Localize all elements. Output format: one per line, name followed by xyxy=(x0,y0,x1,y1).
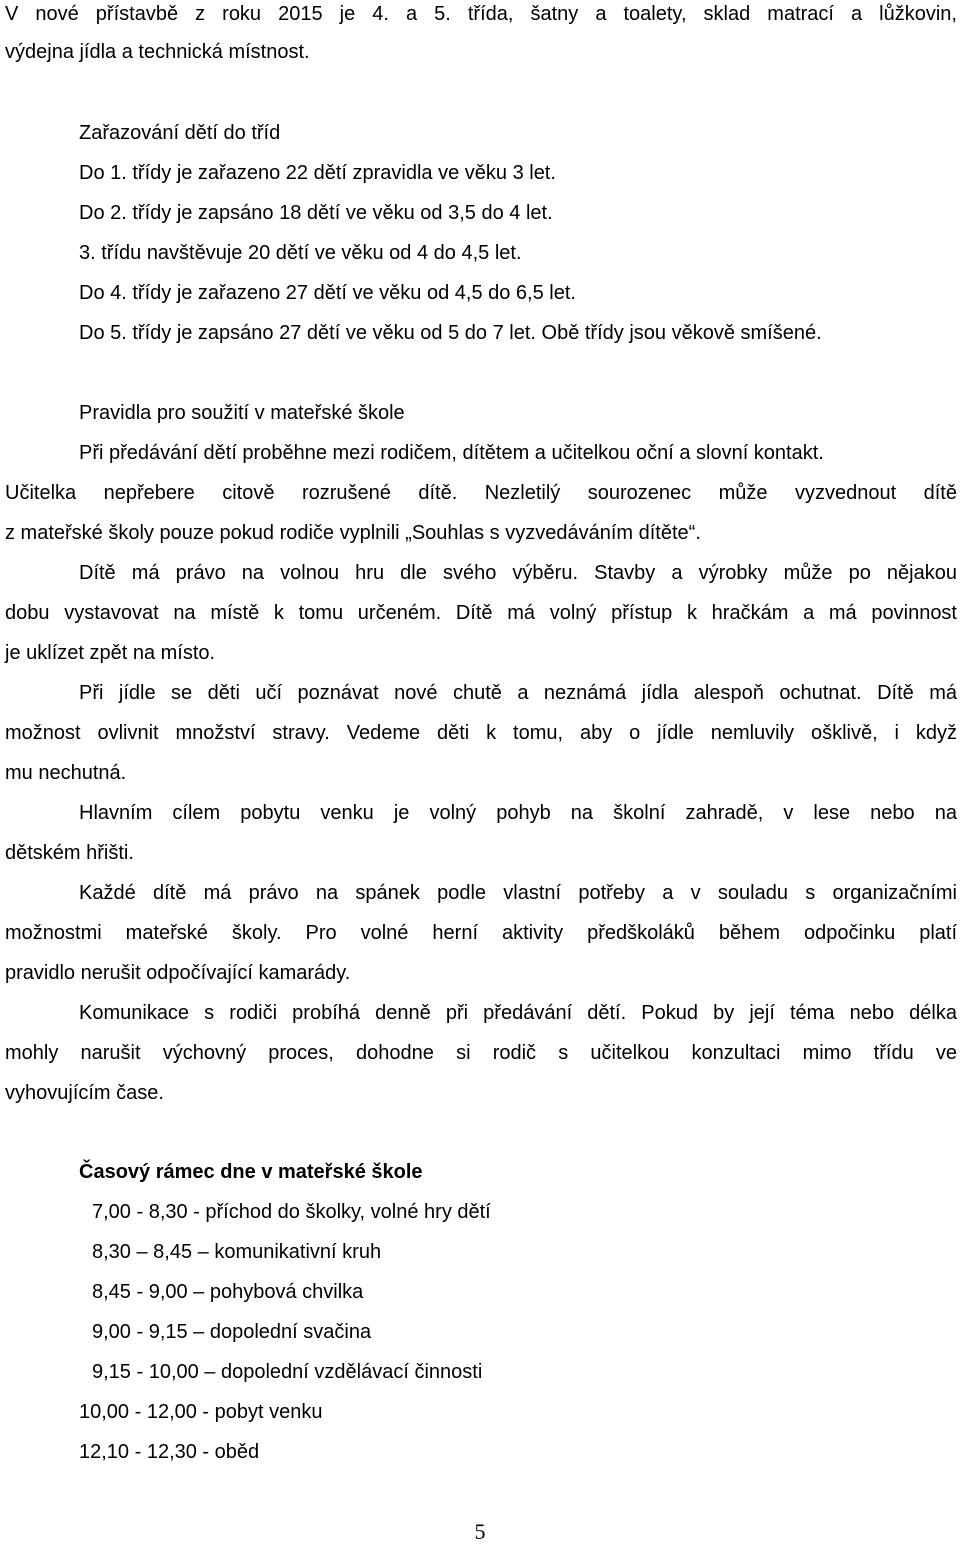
rules-line: Hlavním cílem pobytu venku je volný pohyb na školní zahradě, v lese nebo na xyxy=(79,802,957,824)
class-line: Do 1. třídy je zařazeno 22 dětí zpravidla ve věku 3 let. xyxy=(79,162,556,184)
section-heading: Zařazování dětí do tříd xyxy=(79,122,281,144)
class-line: Do 2. třídy je zapsáno 18 dětí ve věku od 3,5 do 4 let. xyxy=(79,202,553,224)
class-line: Do 5. třídy je zapsáno 27 dětí ve věku od 5 do 7 let. Obě třídy jsou věkově smíšené. xyxy=(79,322,822,344)
rules-line: mohly narušit výchovný proces, dohodne si rodič s učitelkou konzultaci mimo třídu ve xyxy=(5,1042,957,1064)
schedule-item: 9,00 - 9,15 – dopolední svačina xyxy=(92,1321,372,1343)
rules-line: možnost ovlivnit množství stravy. Vedeme děti k tomu, aby o jídle nemluvily ošklivě, i když xyxy=(5,722,957,744)
rules-line: mu nechutná. xyxy=(5,762,127,784)
schedule-item: 7,00 - 8,30 - příchod do školky, volné hry dětí xyxy=(92,1201,491,1223)
page-number: 5 xyxy=(474,1519,486,1544)
rules-line: je uklízet zpět na místo. xyxy=(5,642,216,664)
schedule-item: 9,15 - 10,00 – dopolední vzdělávací činnosti xyxy=(92,1361,483,1383)
rules-line: z mateřské školy pouze pokud rodiče vyplnili „Souhlas s vyzvedáváním dítěte“. xyxy=(5,522,701,544)
rules-line: vyhovujícím čase. xyxy=(5,1082,164,1104)
rules-line: Při předávání dětí proběhne mezi rodičem, dítětem a učitelkou oční a slovní kontakt. xyxy=(79,442,824,464)
rules-line: Každé dítě má právo na spánek podle vlastní potřeby a v souladu s organizačními xyxy=(79,882,957,904)
rules-line: Při jídle se děti učí poznávat nové chutě a neznámá jídla alespoň ochutnat. Dítě má xyxy=(79,682,957,704)
intro-line: V nové přístavbě z roku 2015 je 4. a 5. třída, šatny a toalety, sklad matrací a lůžkovin, xyxy=(5,3,957,25)
rules-line: pravidlo nerušit odpočívající kamarády. xyxy=(5,962,351,984)
rules-line: možnostmi mateřské školy. Pro volné herní aktivity předškoláků během odpočinku platí xyxy=(5,922,957,944)
schedule-item: 10,00 - 12,00 - pobyt venku xyxy=(79,1401,323,1423)
rules-line: Komunikace s rodiči probíhá denně při předávání dětí. Pokud by její téma nebo délka xyxy=(79,1002,957,1024)
schedule-item: 8,30 – 8,45 – komunikativní kruh xyxy=(92,1241,382,1263)
rules-line: Učitelka nepřebere citově rozrušené dítě. Nezletilý sourozenec může vyzvednout dítě xyxy=(5,482,957,504)
rules-line: dětském hřišti. xyxy=(5,842,134,864)
schedule-item: 8,45 - 9,00 – pohybová chvilka xyxy=(92,1281,364,1303)
section-heading: Pravidla pro soužití v mateřské škole xyxy=(79,402,405,424)
schedule-item: 12,10 - 12,30 - oběd xyxy=(79,1441,260,1463)
class-line: 3. třídu navštěvuje 20 dětí ve věku od 4 do 4,5 let. xyxy=(79,242,522,264)
section-heading: Časový rámec dne v mateřské škole xyxy=(79,1161,423,1183)
rules-line: Dítě má právo na volnou hru dle svého výběru. Stavby a výrobky může po nějakou xyxy=(79,562,957,584)
intro-line: výdejna jídla a technická místnost. xyxy=(5,41,310,63)
class-line: Do 4. třídy je zařazeno 27 dětí ve věku od 4,5 do 6,5 let. xyxy=(79,282,576,304)
rules-line: dobu vystavovat na místě k tomu určeném. Dítě má volný přístup k hračkám a má povinnost xyxy=(5,602,957,624)
